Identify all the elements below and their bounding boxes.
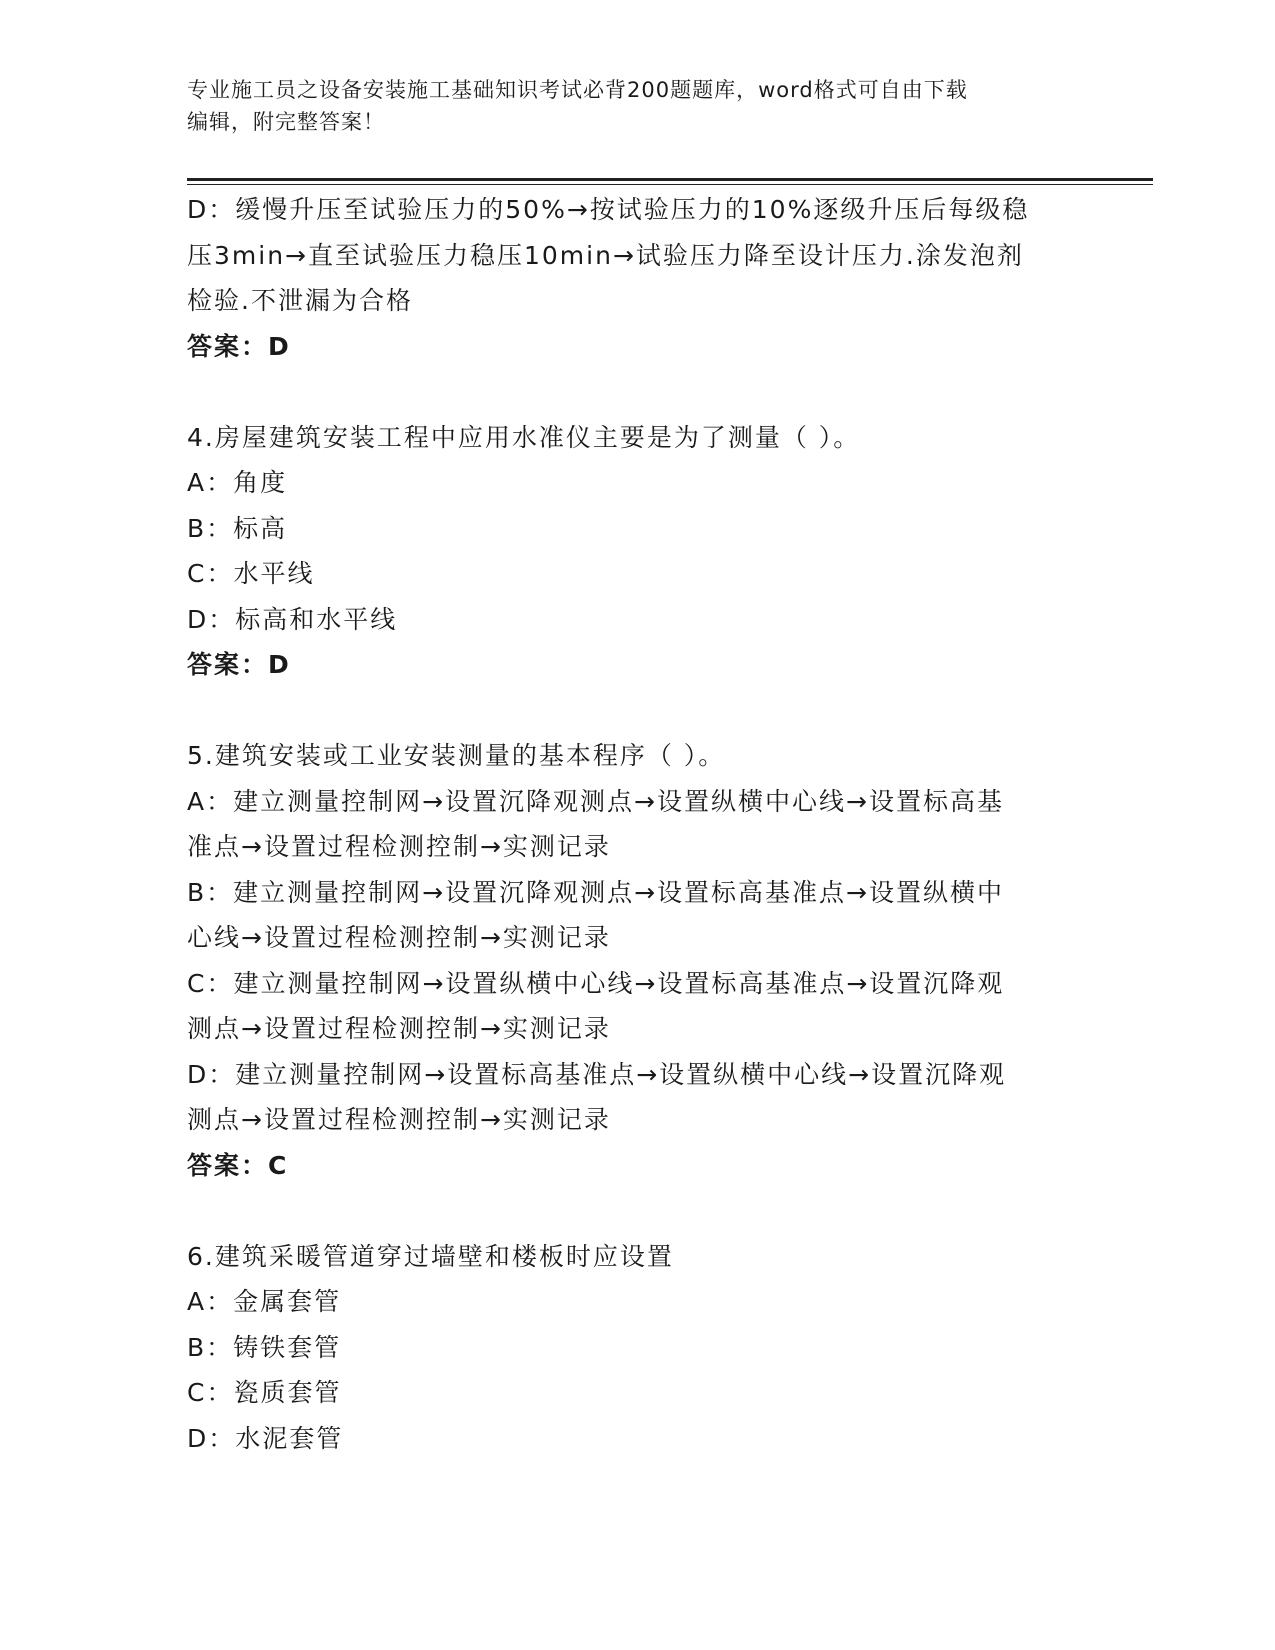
option-d: [187, 1052, 1087, 1143]
question-6: [187, 1234, 1087, 1462]
option-line: 检验.不泄漏为合格: [187, 286, 413, 315]
option-d: D：标高和水平线: [187, 604, 398, 634]
question-stem: 4.房屋建筑安装工程中应用水准仪主要是为了测量（ ）。: [187, 422, 861, 452]
option-line: 压3min→直至试验压力稳压10min→试验压力降至设计压力.涂发泡剂: [187, 240, 1024, 270]
option-a: A：角度: [187, 468, 288, 497]
option-line: 心线→设置过程检测控制→实测记录: [187, 923, 611, 952]
option-c: C：瓷质套管: [187, 1378, 342, 1407]
question-stem: 6.建筑采暖管道穿过墙壁和楼板时应设置: [187, 1241, 674, 1271]
question-4: [187, 415, 1087, 688]
option-line: D：缓慢升压至试验压力的50%→按试验压力的10%逐级升压后每级稳: [187, 195, 1030, 224]
option-b: [187, 870, 1087, 961]
option-d: D：水泥套管: [187, 1423, 344, 1453]
document-header: [187, 74, 1087, 138]
spacer: [187, 369, 1087, 415]
question-answer: 答案：D: [187, 650, 291, 679]
option-a: A：金属套管: [187, 1287, 342, 1316]
header-divider-thin: [187, 184, 1153, 185]
header-title-line-2: 编辑，附完整答案！: [187, 110, 385, 134]
option-line: B：建立测量控制网→设置沉降观测点→设置标高基准点→设置纵横中: [187, 877, 1004, 907]
question-stem: 5.建筑安装或工业安装测量的基本程序（ ）。: [187, 741, 726, 770]
spacer: [187, 1188, 1087, 1234]
option-a: [187, 779, 1087, 870]
document-body: [187, 187, 1087, 1461]
prev-question-option-d: [187, 187, 1087, 324]
option-b: B：铸铁套管: [187, 1332, 342, 1362]
question-5: [187, 733, 1087, 1188]
option-b: B：标高: [187, 513, 288, 543]
question-answer: 答案：C: [187, 1150, 289, 1180]
header-divider-thick: [187, 178, 1153, 181]
spacer: [187, 688, 1087, 734]
option-line: 测点→设置过程检测控制→实测记录: [187, 1105, 611, 1134]
prev-question-answer: 答案：D: [187, 331, 291, 361]
option-line: 准点→设置过程检测控制→实测记录: [187, 832, 611, 861]
option-c: C：水平线: [187, 559, 315, 588]
option-line: A：建立测量控制网→设置沉降观测点→设置纵横中心线→设置标高基: [187, 786, 1004, 816]
option-line: 测点→设置过程检测控制→实测记录: [187, 1014, 611, 1043]
option-c: [187, 961, 1087, 1052]
option-line: D：建立测量控制网→设置标高基准点→设置纵横中心线→设置沉降观: [187, 1059, 1007, 1089]
header-title-line-1: 专业施工员之设备安装施工基础知识考试必背200题题库，word格式可自由下载: [187, 78, 968, 102]
option-line: C：建立测量控制网→设置纵横中心线→设置标高基准点→设置沉降观: [187, 968, 1005, 998]
